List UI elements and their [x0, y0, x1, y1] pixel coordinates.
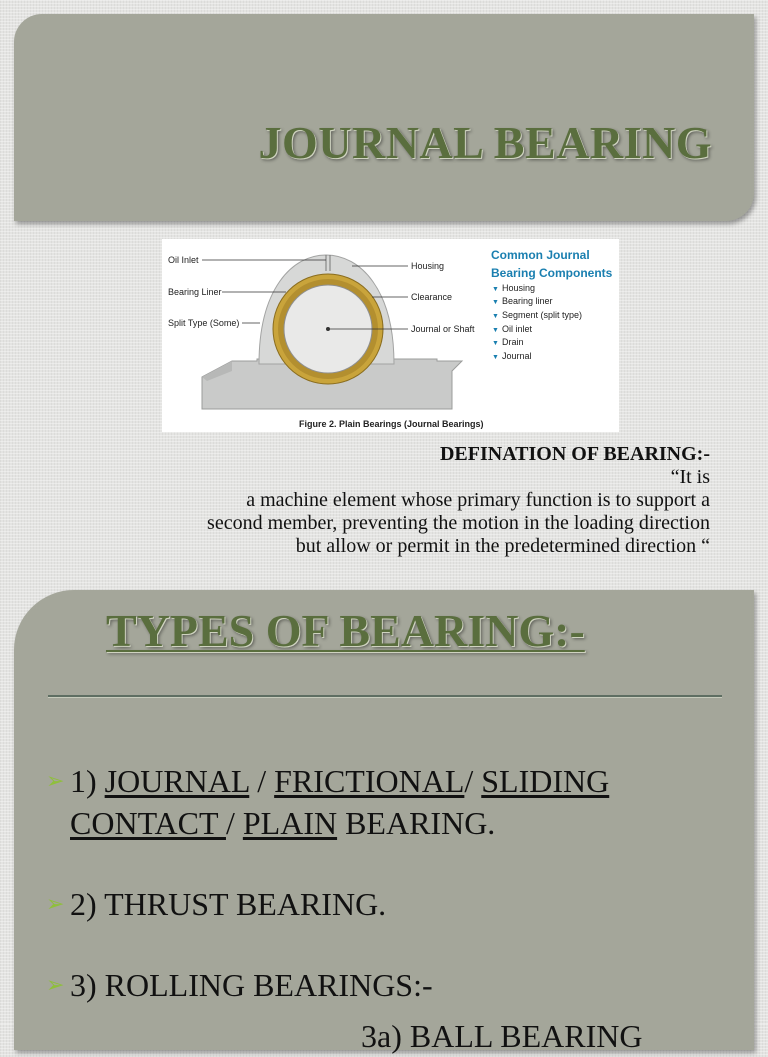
page-title: JOURNAL BEARING [258, 117, 712, 168]
callout-oil-inlet: Oil Inlet [168, 255, 199, 265]
title-banner [14, 14, 754, 221]
list-item [46, 760, 746, 844]
link-plain: PLAIN [242, 805, 338, 841]
svg-text:▼: ▼ [492, 286, 499, 293]
link-contact: CONTACT [70, 805, 226, 841]
divider-line [48, 695, 722, 697]
types-list [46, 760, 746, 1054]
figure-caption: Figure 2. Plain Bearings (Journal Bearings) [299, 419, 484, 429]
callout-bearing-liner: Bearing Liner [168, 287, 222, 297]
component-item: Drain [502, 337, 524, 347]
item-tail: BEARING. [337, 805, 496, 841]
bearing-diagram [162, 239, 619, 432]
bearing-figure [162, 239, 619, 432]
types-title: TYPES OF BEARING:- [106, 605, 585, 656]
component-item: Journal [502, 351, 532, 361]
types-slide [14, 590, 754, 1054]
definition-block [40, 443, 710, 558]
link-journal: JOURNAL [104, 763, 250, 799]
component-item: Segment (split type) [502, 310, 583, 320]
separator: / [464, 763, 482, 799]
svg-text:▼: ▼ [492, 354, 499, 361]
subitem-text: 3a) BALL BEARING [361, 1018, 643, 1054]
components-title-2: Bearing Components [491, 266, 613, 280]
link-frictional: FRICTIONAL [274, 763, 465, 799]
definition-heading: DEFINATION OF BEARING:- [439, 443, 710, 465]
bullet-arrow-icon: ➢ [46, 768, 65, 793]
definition-line: second member, preventing the motion in the loading direction [207, 512, 710, 534]
components-title-1: Common Journal [491, 248, 590, 262]
definition-line: “It is [670, 466, 710, 488]
svg-text:▼: ▼ [492, 327, 499, 334]
component-item: Oil inlet [502, 324, 533, 334]
callout-journal-shaft: Journal or Shaft [411, 324, 475, 334]
component-item: Bearing liner [502, 296, 553, 306]
svg-text:▼: ▼ [492, 313, 499, 320]
bullet-arrow-icon: ➢ [46, 891, 65, 916]
item-text: 2) THRUST BEARING. [70, 886, 387, 922]
separator: / [225, 805, 243, 841]
list-item [46, 964, 746, 1006]
component-item: Housing [502, 283, 536, 293]
callout-split-type: Split Type (Some) [168, 318, 240, 328]
list-item [46, 883, 746, 925]
bullet-arrow-icon: ➢ [46, 972, 65, 997]
definition-line: a machine element whose primary function is to support a [246, 489, 710, 511]
separator: / [249, 763, 275, 799]
svg-text:▼: ▼ [492, 340, 499, 347]
callout-housing: Housing [411, 261, 445, 271]
definition-line: but allow or permit in the predetermined direction “ [295, 535, 710, 557]
item-number: 1) [70, 763, 105, 799]
svg-text:▼: ▼ [492, 299, 499, 306]
components-list [492, 283, 582, 361]
callout-clearance: Clearance [411, 292, 453, 302]
link-sliding: SLIDING [481, 763, 610, 799]
item-text: 3) ROLLING BEARINGS:- [70, 967, 433, 1003]
